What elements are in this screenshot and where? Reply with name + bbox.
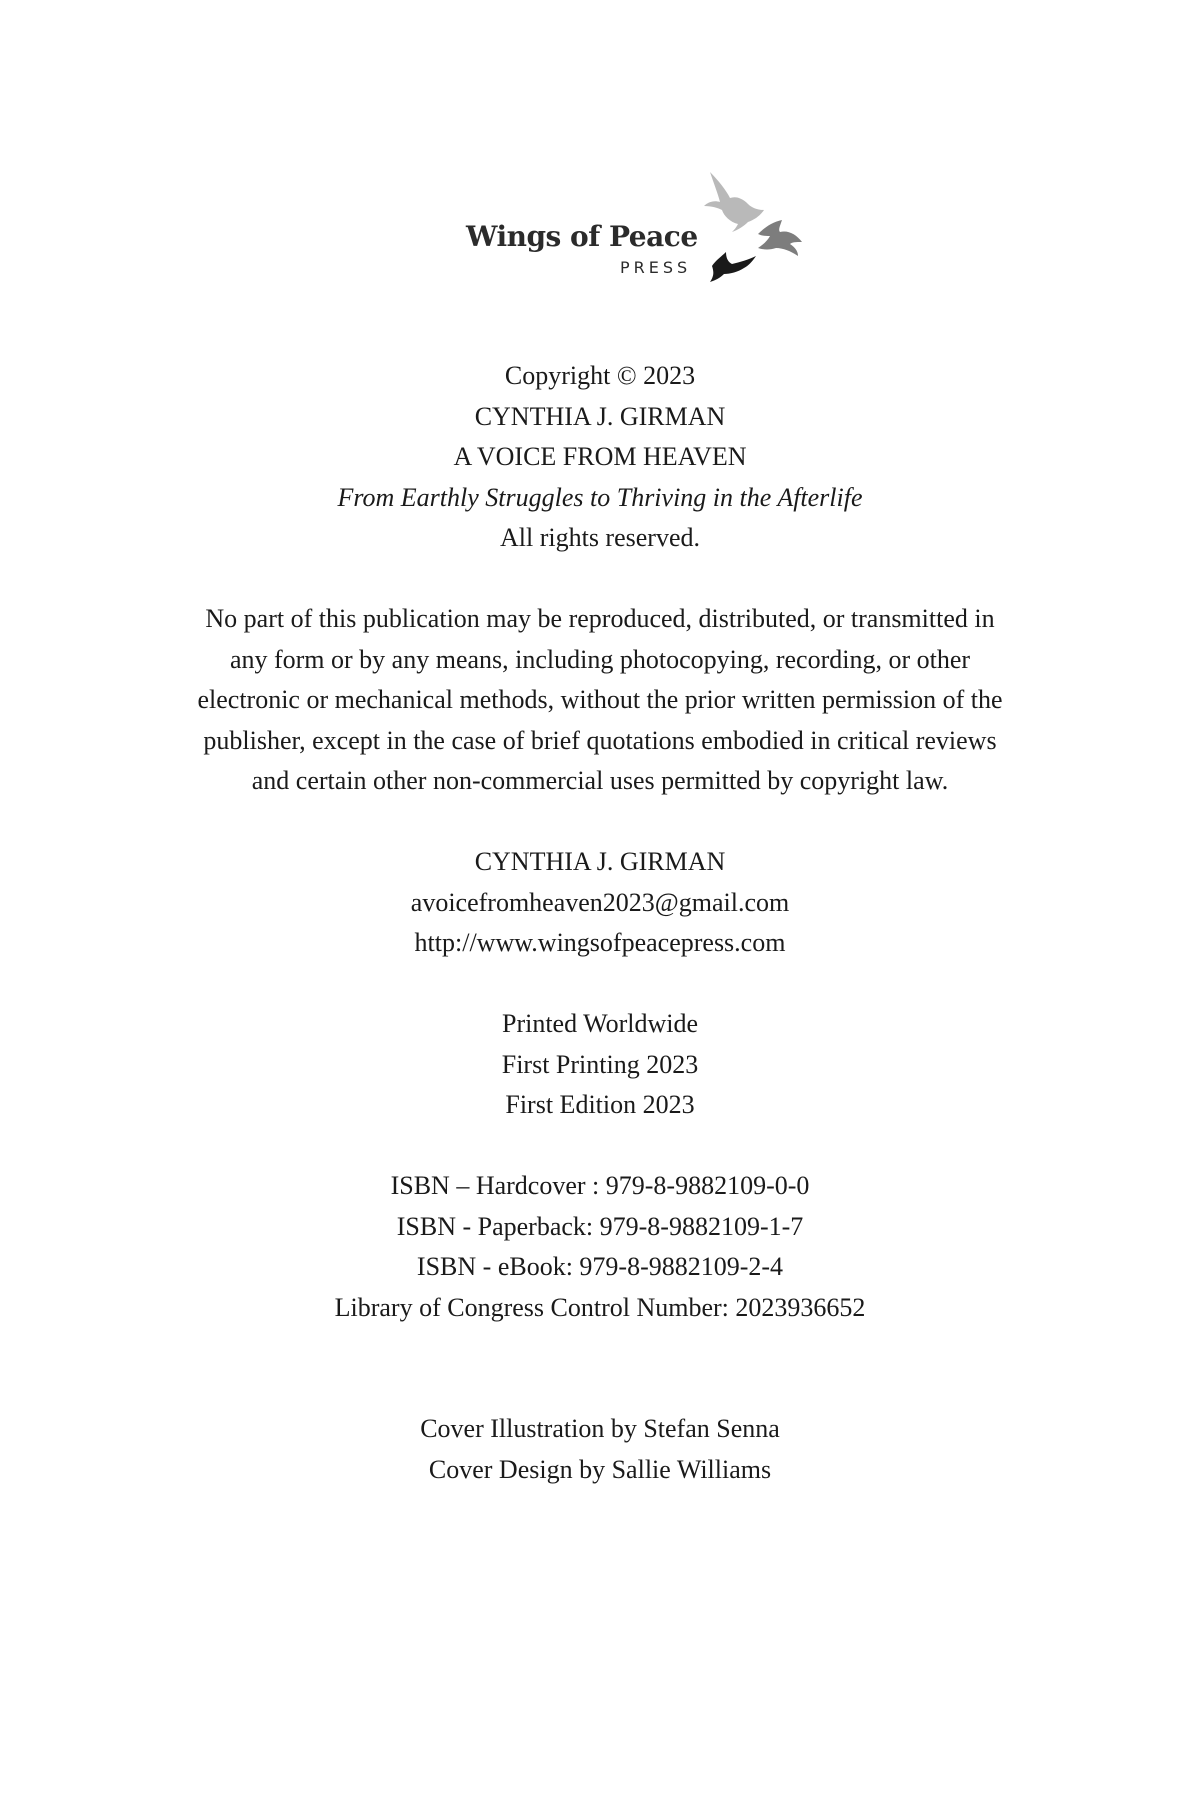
book-title: A VOICE FROM HEAVEN — [453, 442, 747, 471]
three-doves-icon — [700, 170, 810, 285]
spacer — [150, 1126, 1050, 1167]
book-subtitle: From Earthly Struggles to Thriving in the Afterlife — [337, 482, 863, 512]
spacer — [150, 964, 1050, 1005]
publisher-name: Wings of Peace — [466, 220, 698, 253]
author-name: CYNTHIA J. GIRMAN — [474, 401, 726, 431]
isbn-paperback: ISBN - Paperback: 979-8-9882109-1-7 — [396, 1211, 804, 1241]
first-edition: First Edition 2023 — [505, 1090, 695, 1119]
legal-line: publisher, except in the case of brief quotations embodied in critical reviews — [203, 725, 997, 755]
dove-dark-icon — [710, 252, 756, 282]
cover-design-credit: Cover Design by Sallie Williams — [428, 1454, 772, 1484]
lccn: Library of Congress Control Number: 2023936652 — [334, 1292, 866, 1322]
publisher-logo — [0, 170, 1200, 300]
website-link[interactable]: http://www.wingsofpeacepress.com — [414, 928, 786, 957]
rights-reserved: All rights reserved. — [499, 523, 700, 552]
spacer — [150, 1328, 1050, 1409]
dove-light-icon — [704, 172, 764, 232]
legal-notice — [150, 599, 1050, 802]
contact-email-link[interactable]: avoicefromheaven2023@gmail.com — [410, 887, 790, 917]
cover-illustration-credit: Cover Illustration by Stefan Senna — [420, 1414, 780, 1443]
isbn-ebook: ISBN - eBook: 979-8-9882109-2-4 — [416, 1252, 784, 1281]
copyright-page-content — [150, 356, 1050, 1490]
spacer — [150, 802, 1050, 843]
contact-author: CYNTHIA J. GIRMAN — [474, 847, 726, 876]
printed-worldwide: Printed Worldwide — [501, 1009, 698, 1038]
legal-line: and certain other non-commercial uses permitted by copyright law. — [251, 766, 949, 795]
spacer — [150, 559, 1050, 600]
dove-mid-icon — [758, 220, 802, 256]
legal-line: No part of this publication may be reproduced, distributed, or transmitted in — [205, 604, 995, 633]
publisher-press-label: PRESS — [620, 258, 692, 277]
first-printing: First Printing 2023 — [501, 1049, 699, 1079]
legal-line: any form or by any means, including photocopying, recording, or other — [229, 644, 971, 674]
copyright-notice: Copyright © 2023 — [504, 361, 696, 390]
legal-line: electronic or mechanical methods, without the prior written permission of the — [197, 685, 1003, 714]
isbn-hardcover: ISBN – Hardcover : 979-8-9882109-0-0 — [390, 1171, 810, 1200]
